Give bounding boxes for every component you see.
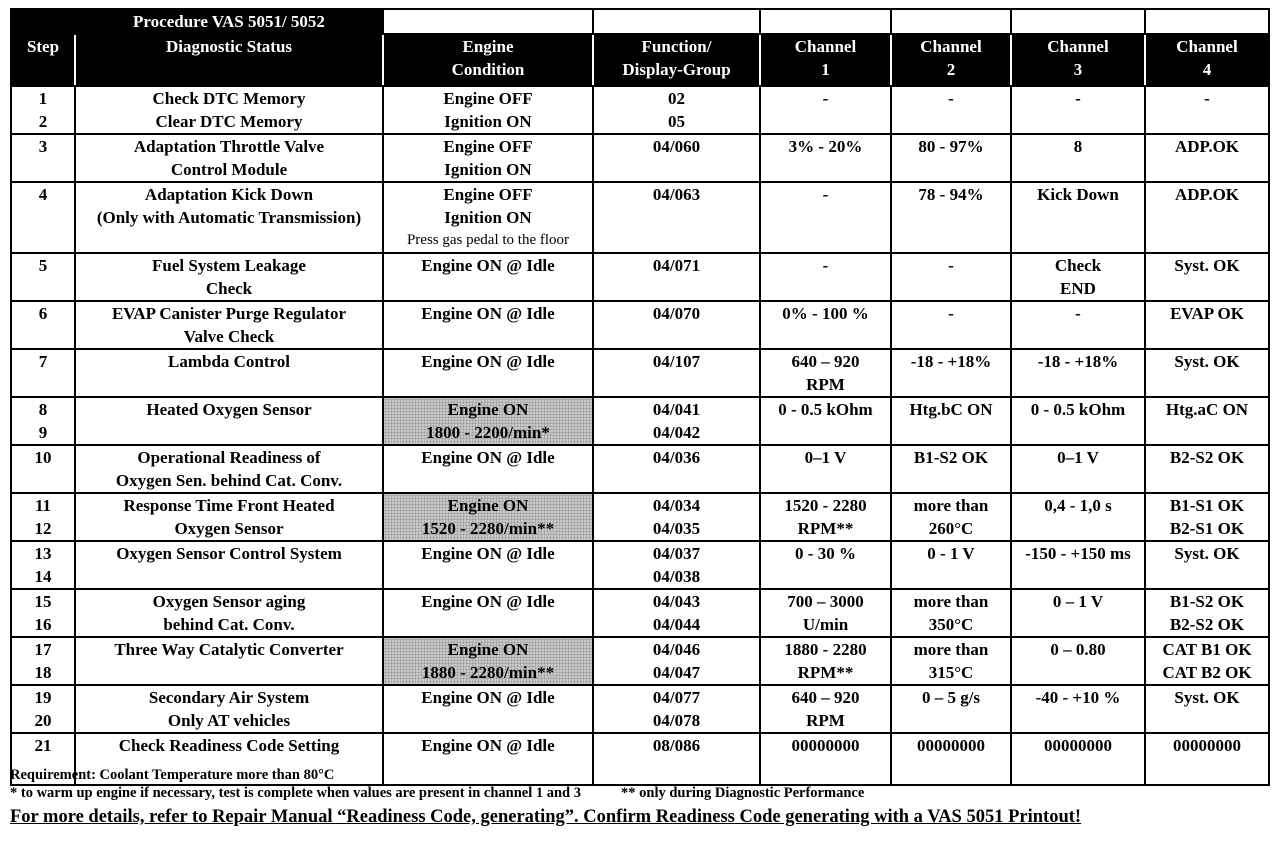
double-asterisk-note: ** only during Diagnostic Performance (621, 785, 865, 801)
display-group-cell (593, 685, 760, 733)
channel-4-cell (1145, 134, 1269, 182)
channel-3-cell (1011, 397, 1145, 445)
display-group-cell-line: 04/063 (652, 185, 701, 204)
channel-1-cell (760, 349, 891, 397)
display-group-cell-line: 04/036 (652, 448, 701, 467)
step-cell-line: 2 (38, 112, 48, 131)
channel-1-cell (760, 541, 891, 589)
channel-1-cell-line: 640 – 920 (791, 352, 860, 371)
diagnostic-status-cell-line: Adaptation Kick Down (144, 185, 314, 204)
diagnostic-status-cell-line: Oxygen Sensor aging (152, 592, 306, 611)
step-cell (11, 685, 75, 733)
channel-1-cell-line: U/min (802, 615, 849, 634)
channel-3-cell (1011, 86, 1145, 134)
engine-condition-cell-line: Engine ON (447, 640, 529, 659)
step-cell (11, 301, 75, 349)
engine-condition-cell (383, 301, 593, 349)
engine-condition-cell-line: Engine ON @ Idle (421, 304, 555, 323)
channel-1-cell-line: 700 – 3000 (787, 592, 864, 611)
display-group-cell (593, 493, 760, 541)
engine-condition-cell-line: Engine ON @ Idle (421, 736, 555, 755)
engine-condition-cell-line: Engine ON (447, 496, 529, 515)
channel-4-cell (1145, 541, 1269, 589)
channel-2-cell (891, 637, 1011, 685)
engine-condition-cell-line: Ignition ON (444, 112, 532, 131)
channel-3-cell-line: 0 – 0.80 (1050, 640, 1106, 659)
engine-condition-cell-line: Engine ON (447, 400, 529, 419)
display-group-cell-line: 08/086 (652, 736, 701, 755)
display-group-cell (593, 445, 760, 493)
engine-condition-cell (383, 589, 593, 637)
diagnostic-status-cell-line: Control Module (170, 160, 288, 179)
channel-2-cell-line: 80 - 97% (918, 137, 984, 156)
diagnostic-status-cell (75, 397, 383, 445)
step-cell-line: 7 (38, 352, 48, 371)
procedure-row (11, 685, 1269, 733)
title-blank (383, 9, 593, 34)
display-group-cell-line: 04/044 (652, 615, 701, 634)
repair-manual-note: For more details, refer to Repair Manual “Readiness Code, generating”. Confirm Readiness Code generating with a VAS 5051 Printout! (10, 807, 1082, 827)
channel-2-cell-line: 78 - 94% (918, 185, 984, 204)
display-group-cell (593, 589, 760, 637)
channel-4-cell-line: Syst. OK (1174, 688, 1240, 707)
channel-1-cell (760, 493, 891, 541)
display-group-cell-line: 04/047 (652, 663, 701, 682)
channel-1-cell (760, 637, 891, 685)
step-cell-line: 6 (38, 304, 48, 323)
channel-2-cell-line: B1-S2 OK (913, 448, 989, 467)
channel-1-cell (760, 685, 891, 733)
diagnostic-status-cell (75, 589, 383, 637)
channel-4-cell-line: EVAP OK (1170, 304, 1244, 323)
channel-4-cell (1145, 589, 1269, 637)
title-row (11, 9, 1269, 34)
channel-1-cell-line: 3% - 20% (788, 137, 863, 156)
engine-condition-cell-line: 1520 - 2280/min** (421, 519, 555, 538)
display-group-cell-line: 04/035 (652, 519, 701, 538)
header-status: Diagnostic Status (75, 34, 383, 86)
engine-condition-cell (383, 349, 593, 397)
channel-4-cell-line: ADP.OK (1174, 137, 1240, 156)
display-group-cell-line: 05 (668, 112, 685, 131)
channel-4-cell-line: 00000000 (1173, 736, 1241, 755)
channel-3-cell-line: 0–1 V (1057, 448, 1099, 467)
channel-3-cell-line: Kick Down (1037, 185, 1119, 204)
engine-condition-cell-line: Engine ON @ Idle (421, 544, 555, 563)
channel-4-cell-line: Htg.aC ON (1165, 400, 1249, 419)
display-group-cell (593, 637, 760, 685)
channel-4-cell-line: Syst. OK (1174, 256, 1240, 275)
display-group-cell (593, 541, 760, 589)
requirement-note: Requirement: Coolant Temperature more than 80°C (10, 767, 335, 783)
readiness-procedure-sheet (10, 8, 1268, 786)
channel-4-cell (1145, 301, 1269, 349)
diagnostic-status-cell (75, 301, 383, 349)
engine-condition-cell (383, 541, 593, 589)
diagnostic-status-cell (75, 86, 383, 134)
single-asterisk-note: * to warm up engine if necessary, test is complete when values are present in channel 1 and 3 (10, 785, 581, 801)
channel-3-cell-line: 0 - 0.5 kOhm (1030, 400, 1126, 419)
diagnostic-status-cell (75, 493, 383, 541)
channel-1-cell-line: 0–1 V (804, 448, 847, 467)
channel-1-cell (760, 445, 891, 493)
engine-condition-cell (383, 253, 593, 301)
channel-1-cell-line: RPM (806, 375, 845, 394)
engine-condition-cell-line: Engine ON @ Idle (421, 448, 555, 467)
channel-4-cell-line: - (1204, 89, 1210, 108)
step-cell (11, 637, 75, 685)
procedure-row (11, 253, 1269, 301)
display-group-cell (593, 182, 760, 253)
engine-condition-cell-line: Ignition ON (444, 208, 532, 227)
channel-2-cell-line: - (948, 89, 954, 108)
display-group-cell (593, 349, 760, 397)
channel-3-cell (1011, 301, 1145, 349)
display-group-cell-line: 04/060 (652, 137, 701, 156)
channel-3-cell (1011, 541, 1145, 589)
engine-condition-cell-line: Engine ON @ Idle (421, 688, 555, 707)
procedure-row (11, 397, 1269, 445)
channel-2-cell (891, 301, 1011, 349)
procedure-row (11, 86, 1269, 134)
engine-condition-cell (383, 134, 593, 182)
step-cell-line: 18 (34, 663, 52, 682)
display-group-cell-line: 04/046 (652, 640, 701, 659)
procedure-row (11, 637, 1269, 685)
display-group-cell (593, 397, 760, 445)
channel-2-cell-line: 0 - 1 V (927, 544, 975, 563)
step-cell-line: 15 (34, 592, 52, 611)
engine-condition-cell (383, 445, 593, 493)
step-cell (11, 134, 75, 182)
channel-3-cell-line: - (1075, 304, 1081, 323)
procedure-row (11, 589, 1269, 637)
channel-4-cell-line: Syst. OK (1174, 352, 1240, 371)
diagnostic-status-cell-line: Check DTC Memory (152, 89, 306, 108)
channel-2-cell (891, 541, 1011, 589)
footnotes (10, 766, 1268, 830)
channel-3-cell-line: 0,4 - 1,0 s (1044, 496, 1112, 515)
step-cell (11, 445, 75, 493)
title-blank (1145, 9, 1269, 34)
step-cell-line: 20 (34, 711, 52, 730)
title-blank (760, 9, 891, 34)
step-cell-line: 13 (34, 544, 52, 563)
channel-3-cell (1011, 637, 1145, 685)
header-channel-4: Channel 4 (1145, 34, 1269, 86)
step-cell (11, 349, 75, 397)
step-cell-line: 10 (34, 448, 52, 467)
channel-2-cell-line: 260°C (928, 519, 974, 538)
display-group-cell-line: 04/038 (652, 567, 701, 586)
channel-4-cell (1145, 349, 1269, 397)
channel-2-cell-line: more than (913, 640, 989, 659)
channel-2-cell (891, 253, 1011, 301)
diagnostic-status-cell-line: EVAP Canister Purge Regulator (111, 304, 347, 323)
channel-1-cell (760, 397, 891, 445)
channel-4-cell-line: B1-S2 OK (1169, 592, 1245, 611)
channel-3-cell (1011, 685, 1145, 733)
channel-1-cell (760, 589, 891, 637)
channel-3-cell (1011, 349, 1145, 397)
channel-1-cell (760, 301, 891, 349)
channel-4-cell (1145, 637, 1269, 685)
channel-4-cell-line: CAT B2 OK (1162, 663, 1252, 682)
diagnostic-status-cell-line: Oxygen Sen. behind Cat. Conv. (115, 471, 343, 490)
channel-1-cell-line: 1880 - 2280 (784, 640, 867, 659)
step-cell (11, 397, 75, 445)
diagnostic-status-cell-line: Oxygen Sensor (174, 519, 284, 538)
channel-1-cell-line: 640 – 920 (791, 688, 860, 707)
channel-2-cell-line: more than (913, 592, 989, 611)
channel-3-cell (1011, 253, 1145, 301)
display-group-cell-line: 02 (668, 89, 685, 108)
channel-3-cell (1011, 589, 1145, 637)
channel-4-cell-line: ADP.OK (1174, 185, 1240, 204)
channel-3-cell-line: Check (1054, 256, 1102, 275)
engine-condition-cell-line: Ignition ON (444, 160, 532, 179)
header-function: Function/ Display-Group (593, 34, 760, 86)
channel-2-cell-line: 0 – 5 g/s (921, 688, 981, 707)
engine-condition-cell-line: Engine ON @ Idle (421, 352, 555, 371)
channel-3-cell-line: 0 – 1 V (1052, 592, 1104, 611)
procedure-row (11, 134, 1269, 182)
step-cell-line: 5 (38, 256, 48, 275)
channel-1-cell (760, 182, 891, 253)
display-group-cell (593, 301, 760, 349)
channel-1-cell (760, 253, 891, 301)
diagnostic-status-cell (75, 182, 383, 253)
step-cell-line: 4 (38, 185, 48, 204)
channel-2-cell-line: - (948, 256, 954, 275)
diagnostic-status-cell-line: behind Cat. Conv. (163, 615, 295, 634)
channel-4-cell (1145, 493, 1269, 541)
display-group-cell (593, 86, 760, 134)
channel-2-cell-line: -18 - +18% (910, 352, 992, 371)
channel-4-cell (1145, 253, 1269, 301)
channel-1-cell-line: 00000000 (791, 736, 860, 755)
step-cell (11, 493, 75, 541)
procedure-row (11, 493, 1269, 541)
engine-condition-cell-line: 1880 - 2280/min** (421, 663, 555, 682)
engine-condition-cell-line: Press gas pedal to the floor (406, 232, 570, 248)
diagnostic-status-cell-line: Adaptation Throttle Valve (133, 137, 325, 156)
diagnostic-status-cell-line: Valve Check (183, 327, 275, 346)
diagnostic-status-cell (75, 685, 383, 733)
diagnostic-status-cell (75, 637, 383, 685)
channel-1-cell-line: RPM (806, 711, 845, 730)
channel-4-cell-line: B2-S2 OK (1169, 448, 1245, 467)
procedure-table (10, 8, 1270, 786)
channel-2-cell (891, 397, 1011, 445)
diagnostic-status-cell (75, 541, 383, 589)
channel-2-cell-line: - (948, 304, 954, 323)
channel-3-cell-line: -40 - +10 % (1035, 688, 1121, 707)
procedure-row (11, 541, 1269, 589)
channel-2-cell (891, 589, 1011, 637)
channel-3-cell-line: - (1075, 89, 1081, 108)
procedure-row (11, 301, 1269, 349)
step-cell-line: 16 (34, 615, 52, 634)
display-group-cell-line: 04/077 (652, 688, 701, 707)
channel-4-cell (1145, 182, 1269, 253)
channel-1-cell-line: - (822, 89, 829, 108)
engine-condition-cell (383, 86, 593, 134)
engine-condition-cell-line: 1800 - 2200/min* (426, 423, 550, 442)
channel-3-cell (1011, 134, 1145, 182)
diagnostic-status-cell (75, 445, 383, 493)
channel-4-cell (1145, 445, 1269, 493)
channel-4-cell-line: Syst. OK (1174, 544, 1240, 563)
channel-4-cell-line: B1-S1 OK (1169, 496, 1245, 515)
step-cell-line: 17 (34, 640, 52, 659)
channel-3-cell (1011, 182, 1145, 253)
step-cell-line: 21 (34, 736, 52, 755)
engine-condition-cell-line: Engine ON @ Idle (421, 256, 555, 275)
channel-2-cell-line: 350°C (928, 615, 974, 634)
engine-condition-cell (383, 637, 593, 685)
channel-4-cell (1145, 685, 1269, 733)
channel-2-cell (891, 349, 1011, 397)
step-cell (11, 182, 75, 253)
engine-condition-cell (383, 397, 593, 445)
channel-3-cell-line: END (1060, 279, 1096, 298)
engine-condition-cell-line: Engine OFF (443, 185, 533, 204)
display-group-cell (593, 134, 760, 182)
diagnostic-status-cell-line: (Only with Automatic Transmission) (96, 208, 362, 227)
display-group-cell-line: 04/107 (652, 352, 701, 371)
display-group-cell-line: 04/078 (652, 711, 701, 730)
engine-condition-cell-line: Engine ON @ Idle (421, 592, 555, 611)
channel-4-cell (1145, 397, 1269, 445)
step-cell (11, 86, 75, 134)
step-cell-line: 14 (34, 567, 52, 586)
diagnostic-status-cell-line: Response Time Front Heated (123, 496, 335, 515)
channel-2-cell (891, 86, 1011, 134)
channel-2-cell-line: more than (913, 496, 989, 515)
header-row (11, 34, 1269, 86)
diagnostic-status-cell-line: Check (205, 279, 253, 298)
display-group-cell (593, 253, 760, 301)
channel-3-cell-line: 00000000 (1044, 736, 1112, 755)
procedure-row (11, 445, 1269, 493)
diagnostic-status-cell (75, 134, 383, 182)
engine-condition-cell (383, 493, 593, 541)
channel-1-cell-line: - (822, 185, 829, 204)
diagnostic-status-cell-line: Oxygen Sensor Control System (116, 544, 342, 563)
header-channel-3: Channel 3 (1011, 34, 1145, 86)
channel-3-cell-line: 8 (1073, 137, 1083, 156)
title-blank (891, 9, 1011, 34)
channel-2-cell (891, 445, 1011, 493)
display-group-cell-line: 04/034 (652, 496, 701, 515)
procedure-row (11, 349, 1269, 397)
channel-1-cell-line: 0 - 30 % (795, 544, 856, 563)
channel-2-cell (891, 134, 1011, 182)
display-group-cell-line: 04/042 (652, 423, 701, 442)
diagnostic-status-cell (75, 349, 383, 397)
channel-1-cell (760, 86, 891, 134)
channel-2-cell-line: Htg.bC ON (909, 400, 993, 419)
channel-1-cell-line: RPM** (797, 519, 854, 538)
display-group-cell-line: 04/071 (652, 256, 701, 275)
procedure-row (11, 182, 1269, 253)
step-cell (11, 589, 75, 637)
channel-3-cell-line: -150 - +150 ms (1025, 544, 1131, 563)
procedure-title: Procedure VAS 5051/ 5052 (75, 9, 383, 34)
title-spacer (11, 9, 75, 34)
channel-1-cell-line: 0 - 0.5 kOhm (778, 400, 873, 419)
engine-condition-cell-line: Engine OFF (443, 89, 533, 108)
channel-3-cell-line: -18 - +18% (1037, 352, 1119, 371)
step-cell-line: 12 (34, 519, 52, 538)
channel-2-cell (891, 493, 1011, 541)
header-step: Step (11, 34, 75, 86)
diagnostic-status-cell (75, 253, 383, 301)
diagnostic-status-cell-line: Check Readiness Code Setting (118, 736, 340, 755)
diagnostic-status-cell-line: Fuel System Leakage (152, 256, 306, 275)
channel-2-cell (891, 182, 1011, 253)
channel-1-cell-line: 0% - 100 % (782, 304, 869, 323)
step-cell-line: 9 (38, 423, 48, 442)
header-engine: Engine Condition (383, 34, 593, 86)
step-cell (11, 541, 75, 589)
engine-condition-cell (383, 182, 593, 253)
title-blank (1011, 9, 1145, 34)
asterisk-notes (10, 784, 1268, 802)
channel-2-cell-line: 315°C (928, 663, 974, 682)
channel-3-cell (1011, 445, 1145, 493)
channel-4-cell-line: B2-S2 OK (1169, 615, 1245, 634)
header-channel-2: Channel 2 (891, 34, 1011, 86)
step-cell-line: 3 (38, 137, 48, 156)
step-cell-line: 8 (38, 400, 48, 419)
channel-4-cell-line: B2-S1 OK (1169, 519, 1245, 538)
title-blank (593, 9, 760, 34)
diagnostic-status-cell-line: Clear DTC Memory (155, 112, 303, 131)
channel-1-cell-line: - (822, 256, 829, 275)
channel-2-cell (891, 685, 1011, 733)
diagnostic-status-cell-line: Heated Oxygen Sensor (146, 400, 312, 419)
diagnostic-status-cell-line: Secondary Air System (148, 688, 310, 707)
display-group-cell-line: 04/041 (652, 400, 701, 419)
channel-2-cell-line: 00000000 (917, 736, 985, 755)
header-channel-1: Channel 1 (760, 34, 891, 86)
display-group-cell-line: 04/037 (652, 544, 701, 563)
diagnostic-status-cell-line: Three Way Catalytic Converter (114, 640, 344, 659)
display-group-cell-line: 04/043 (652, 592, 701, 611)
step-cell-line: 1 (38, 89, 48, 108)
diagnostic-status-cell-line: Operational Readiness of (137, 448, 321, 467)
step-cell-line: 11 (34, 496, 52, 515)
engine-condition-cell-line: Engine OFF (443, 137, 533, 156)
step-cell (11, 253, 75, 301)
channel-3-cell (1011, 493, 1145, 541)
diagnostic-status-cell-line: Lambda Control (167, 352, 290, 371)
channel-1-cell-line: RPM** (797, 663, 854, 682)
channel-1-cell-line: 1520 - 2280 (784, 496, 867, 515)
step-cell-line: 19 (34, 688, 52, 707)
diagnostic-status-cell-line: Only AT vehicles (167, 711, 291, 730)
display-group-cell-line: 04/070 (652, 304, 701, 323)
channel-4-cell (1145, 86, 1269, 134)
engine-condition-cell (383, 685, 593, 733)
channel-1-cell (760, 134, 891, 182)
channel-4-cell-line: CAT B1 OK (1162, 640, 1252, 659)
